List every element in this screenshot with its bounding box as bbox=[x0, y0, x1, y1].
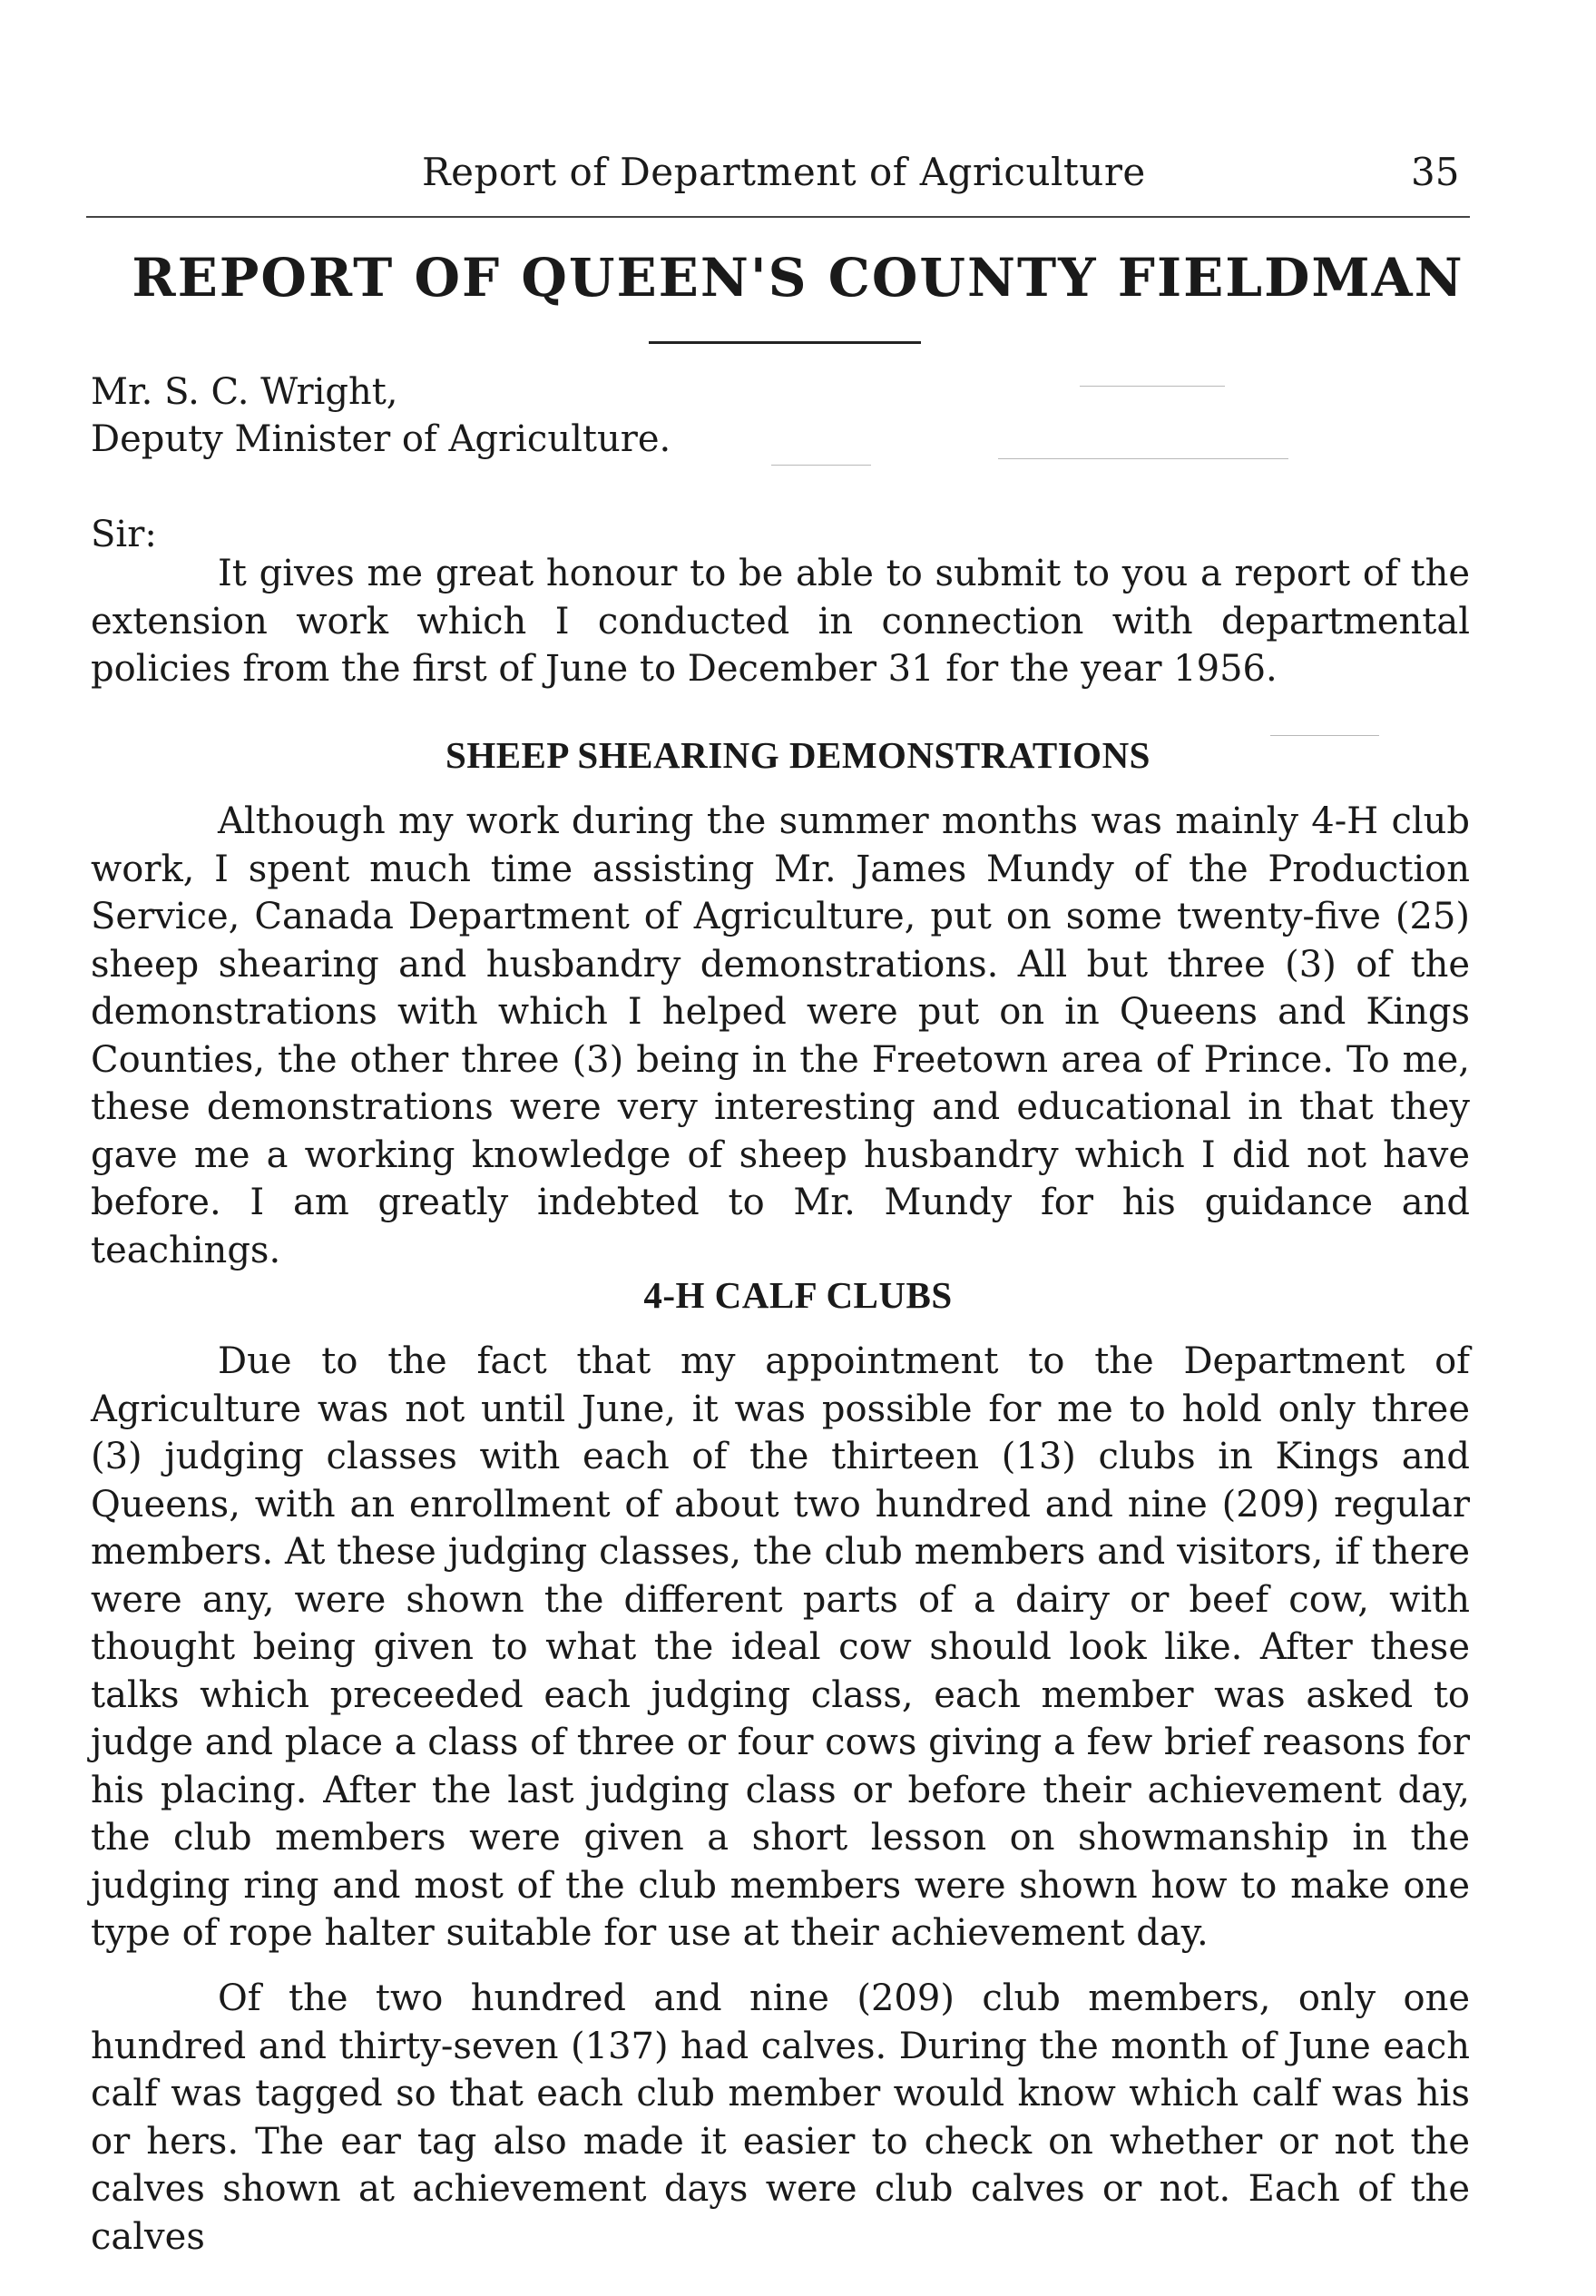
addressee-title: Deputy Minister of Agriculture. bbox=[91, 418, 671, 460]
scan-mark bbox=[771, 465, 871, 466]
page-number: 35 bbox=[1411, 150, 1460, 194]
scan-mark bbox=[1270, 735, 1379, 736]
section-heading-calf-clubs: 4-H CALF CLUBS bbox=[643, 1274, 953, 1316]
scan-mark bbox=[998, 458, 1288, 459]
report-title: REPORT OF QUEEN'S COUNTY FIELDMAN bbox=[132, 247, 1464, 309]
calf-clubs-paragraph-2: Of the two hundred and nine (209) club members, only one hundred and thirty-seven (137) had calves. During the month of June each calf was tagged so that each club member would know which calf was his or hers. The ear tag also made it easier to check on whether or not the calves shown at achievement days were club calves or not. Each of the calves bbox=[91, 1977, 1470, 2258]
salutation: Sir: bbox=[91, 514, 157, 555]
calf-clubs-paragraph-1: Due to the fact that my appointment to the Department of Agriculture was not until June, it was possible for me to hold only three (3) judging classes with each of the thirteen (13) clubs in Kings and Queens, with an enrollment of about two hundred and nine (209) regular members. At these judging classes, the club members and visitors, if there were any, were shown the different parts of a dairy or beef cow, with thought being given to what the ideal cow should look like. After these talks which preceeded each judging class, each member was asked to judge and place a class of three or four cows giving a few brief reasons for his placing. After the last judging class or before their achievement day, the club members were given a short lesson on showmanship in the judging ring and most of the club members were shown how to make one type of rope halter suitable for use at their achievement day. bbox=[91, 1340, 1470, 1954]
running-header bbox=[0, 150, 1596, 204]
addressee-name: Mr. S. C. Wright, bbox=[91, 371, 398, 413]
section-heading-sheep: SHEEP SHEARING DEMONSTRATIONS bbox=[446, 734, 1150, 776]
sheep-paragraph: Although my work during the summer months was mainly 4-H club work, I spent much time assisting Mr. James Mundy of the Production Service, Canada Department of Agriculture, put on some twenty-five (25) sheep shearing and husbandry demonstrations. All but three (3) of the demonstrations with which I helped were put on in Queens and Kings Counties, the other three (3) being in the Freetown area of Prince. To me, these demonstrations were very interesting and educational in that they gave me a working knowledge of sheep husbandry which I did not have before. I am greatly indebted to Mr. Mundy for his guidance and teachings. bbox=[91, 800, 1470, 1271]
scan-mark bbox=[1080, 386, 1225, 387]
title-rule bbox=[649, 341, 921, 344]
running-title: Report of Department of Agriculture bbox=[422, 150, 1146, 194]
intro-paragraph: It gives me great honour to be able to submit to you a report of the extension work which I conducted in connection with departmental policies from the first of June to December 31 for the year 1956. bbox=[91, 553, 1470, 690]
header-rule bbox=[86, 216, 1470, 218]
